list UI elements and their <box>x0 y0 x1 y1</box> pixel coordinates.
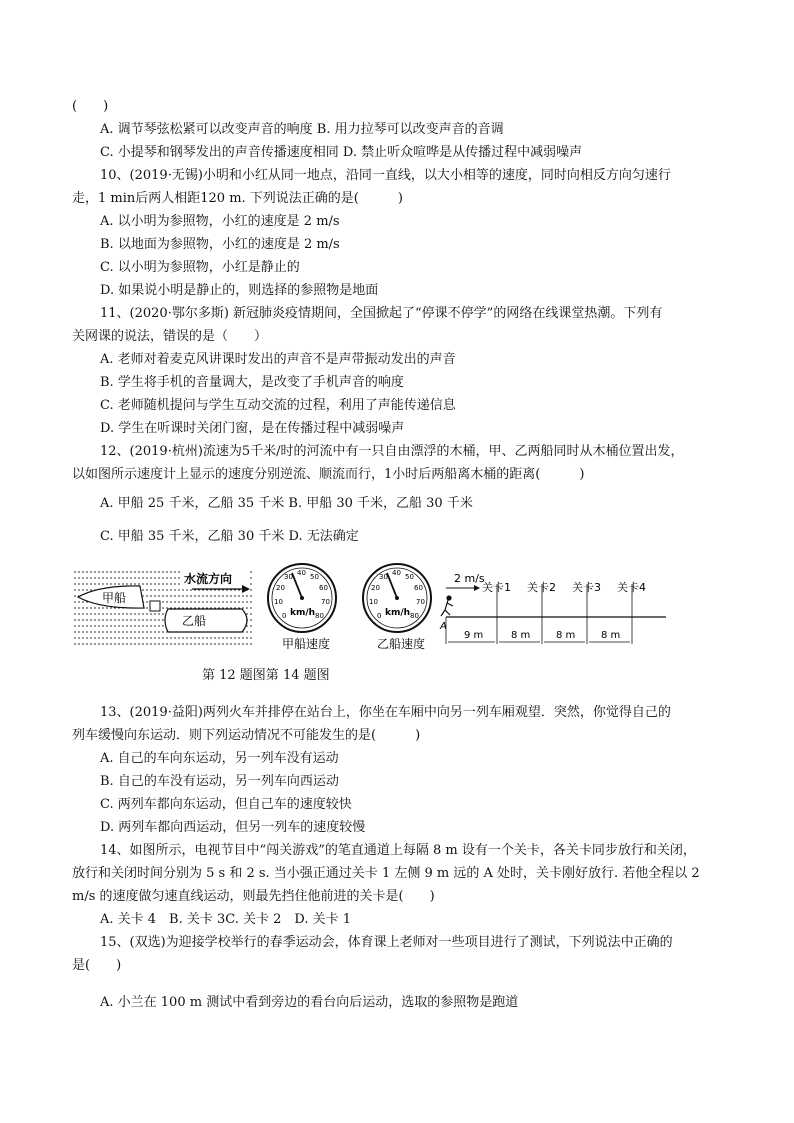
q15-stem-line1: 15、(双选)为迎接学校举行的春季运动会，体育课上老师对一些项目进行了测试，下列说法中正确的 <box>100 935 673 950</box>
dist-label: 8 m <box>556 630 576 641</box>
gauge-b-tick: 10 <box>369 598 378 606</box>
q12-options-cd: C. 甲船 35 千米，乙船 30 千米 D. 无法确定 <box>100 529 359 544</box>
gauge-a-caption: 甲船速度 <box>282 637 331 651</box>
point-a-label: A <box>440 621 447 632</box>
gauge-a-tick: 50 <box>310 573 319 581</box>
q13-stem-line2: 列车缓慢向东运动．则下列运动情况不可能发生的是( ) <box>72 728 421 743</box>
gauge-b-tick: 30 <box>379 573 388 581</box>
gauge-a-tick: 30 <box>284 573 293 581</box>
q10-option-b: B. 以地面为参照物，小红的速度是 2 m/s <box>100 237 340 252</box>
q9-options-cd: C. 小提琴和钢琴发出的声音传播速度相同 D. 禁止听众喧哗是从传播过程中减弱噪声 <box>100 145 583 160</box>
speedometer-b <box>363 564 431 632</box>
q14-stem-line2: 放行和关闭时间分别为 5 s 和 2 s. 当小强正通过关卡 1 左侧 9 m 远的 A 处时，关卡刚好放行. 若他全程以 2 <box>72 866 700 881</box>
gauge-a-tick: 60 <box>319 584 328 592</box>
gauge-b-unit: km/h <box>385 608 411 618</box>
q11-stem-line2: 关网课的说法，错误的是（ ） <box>72 329 268 344</box>
gauge-b-tick: 20 <box>371 584 380 592</box>
q10-stem-line2: 走，1 min后两人相距120 m. 下列说法正确的是( ) <box>72 191 403 206</box>
q10-option-a: A. 以小明为参照物，小红的速度是 2 m/s <box>100 214 340 229</box>
q13-option-b: B. 自己的车没有运动，另一列车向西运动 <box>100 774 339 789</box>
dist-label: 8 m <box>601 630 621 641</box>
q9-options-ab: A. 调节琴弦松紧可以改变声音的响度 B. 用力拉琴可以改变声音的音调 <box>100 122 504 137</box>
gauge-a-tick: 20 <box>276 584 285 592</box>
gauge-b-tick: 0 <box>377 612 382 620</box>
gauge-a-tick: 40 <box>297 569 306 577</box>
q11-option-c: C. 老师随机提问与学生互动交流的过程，利用了声能传递信息 <box>100 398 456 413</box>
gauge-a-tick: 80 <box>315 612 324 620</box>
gauge-b-tick: 60 <box>414 584 423 592</box>
q14-options: A. 关卡 4 B. 关卡 3C. 关卡 2 D. 关卡 1 <box>100 912 352 927</box>
dist-label: 8 m <box>511 630 531 641</box>
gauge-a-unit: km/h <box>290 608 316 618</box>
q12-stem-line2: 以如图所示速度计上显示的速度分别逆流、顺流而行，1小时后两船离木桶的距离( ) <box>72 467 585 482</box>
q15-option-a: A. 小兰在 100 m 测试中看到旁边的看台向后运动，选取的参照物是跑道 <box>100 995 519 1010</box>
gauge-b-tick: 50 <box>405 573 414 581</box>
q10-stem-line1: 10、(2019·无锡)小明和小红从同一地点，沿同一直线，以大小相等的速度，同时向相反方向匀速行 <box>100 168 671 183</box>
flow-direction-label: 水流方向 <box>184 572 233 586</box>
gate-1-label: 关卡1 <box>482 581 511 594</box>
q13-option-d: D. 两列车都向西运动，但另一列车的速度较慢 <box>100 820 366 835</box>
q11-stem-line1: 11、(2020·鄂尔多斯) 新冠肺炎疫情期间，全国掀起了“停课不停学”的网络在线课堂热潮。下列有 <box>100 306 663 321</box>
gate-2-label: 关卡2 <box>527 581 556 594</box>
q13-stem-line1: 13、(2019·益阳)两列火车并排停在站台上，你坐在车厢中向另一列车厢观望．突然，你觉得自己的 <box>100 705 671 720</box>
boat-b-label: 乙船 <box>182 614 207 628</box>
boat-a-label: 甲船 <box>102 591 127 605</box>
figure-q12-q14 <box>70 560 670 660</box>
gauge-a-tick: 10 <box>274 598 283 606</box>
gauge-b-caption: 乙船速度 <box>377 637 426 651</box>
q10-option-c: C. 以小明为参照物，小红是静止的 <box>100 260 300 275</box>
dist-label: 9 m <box>464 630 484 641</box>
gauge-b-tick: 80 <box>410 612 419 620</box>
gate-3-label: 关卡3 <box>572 581 601 594</box>
bucket-label: 口 <box>150 603 160 613</box>
q13-option-c: C. 两列车都向东运动，但自己车的速度较快 <box>100 797 352 812</box>
q11-option-a: A. 老师对着麦克风讲课时发出的声音不是声带振动发出的声音 <box>100 352 456 367</box>
gauge-b-tick: 70 <box>416 598 425 606</box>
gauge-b-tick: 40 <box>392 569 401 577</box>
runner-icon <box>441 596 453 616</box>
q10-option-d: D. 如果说小明是静止的，则选择的参照物是地面 <box>100 283 379 298</box>
q9-bracket: ( ) <box>72 99 109 114</box>
speed-arrow-icon <box>474 585 480 591</box>
q13-option-a: A. 自己的车向东运动，另一列车没有运动 <box>100 751 339 766</box>
q11-option-b: B. 学生将手机的音量调大，是改变了手机声音的响度 <box>100 375 404 390</box>
q12-stem-line1: 12、(2019·杭州)流速为5千米/时的河流中有一只自由漂浮的木桶，甲、乙两船同时从木桶位置出发， <box>100 444 684 459</box>
q14-stem-line3: m/s 的速度做匀速直线运动，则最先挡住他前进的关卡是( ) <box>72 889 435 904</box>
q11-option-d: D. 学生在听课时关闭门窗，是在传播过程中减弱噪声 <box>100 421 405 436</box>
gauge-a-tick: 0 <box>282 612 287 620</box>
q12-options-ab: A. 甲船 25 千米，乙船 35 千米 B. 甲船 30 千米，乙船 30 千米 <box>100 496 473 511</box>
speedometer-a <box>268 564 336 632</box>
gate-4-label: 关卡4 <box>617 581 646 594</box>
gauge-a-tick: 70 <box>321 598 330 606</box>
q14-stem-line1: 14、如图所示，电视节目中“闯关游戏”的笔直通道上每隔 8 m 设有一个关卡，各关卡同步放行和关闭， <box>100 843 696 858</box>
speed-label: 2 m/s <box>454 572 485 585</box>
figure-caption: 第 12 题图第 14 题图 <box>202 668 330 683</box>
q15-stem-line2: 是( ) <box>72 958 122 973</box>
